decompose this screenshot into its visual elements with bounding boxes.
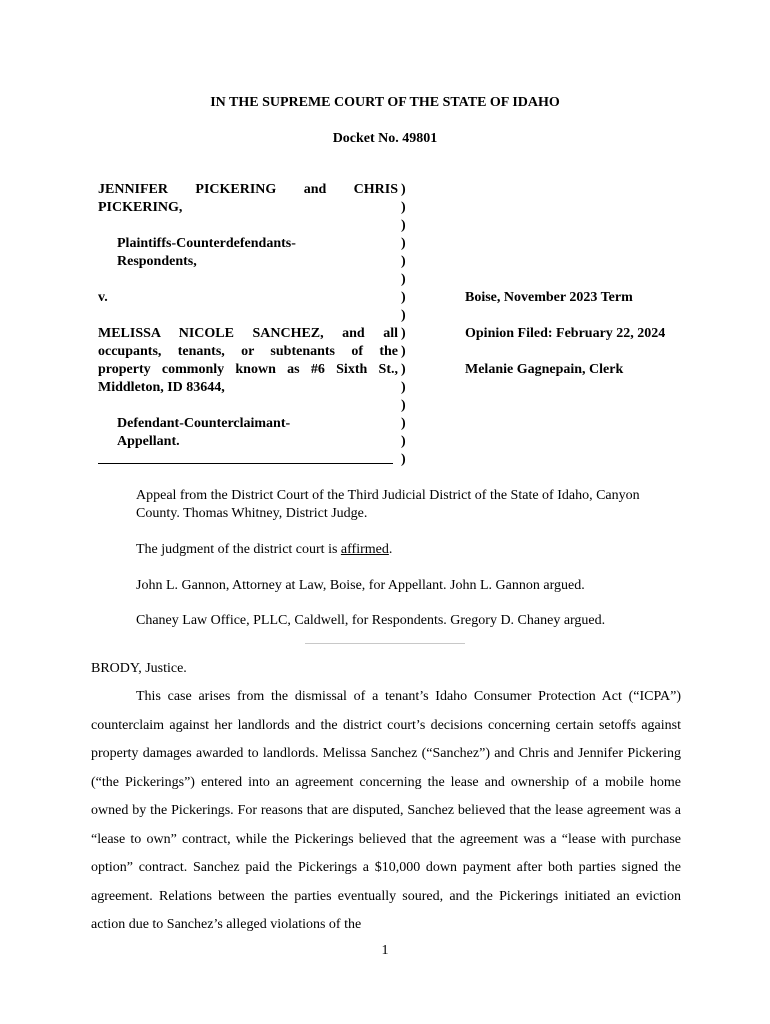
appellant-counsel: John L. Gannon, Attorney at Law, Boise, for Appellant. John L. Gannon argued. <box>136 578 585 593</box>
page-number: 1 <box>381 943 389 958</box>
section-divider <box>305 643 465 644</box>
judgment-text: The judgment of the district court is affirmed. <box>136 542 393 557</box>
judgment-result: affirmed <box>340 542 389 557</box>
respondent-counsel: Chaney Law Office, PLLC, Caldwell, for Respondents. Gregory D. Chaney argued. <box>136 613 606 628</box>
plaintiffs-role: Plaintiffs-Counterdefendants- Respondents, <box>117 236 296 269</box>
defendant-role: Defendant-Counterclaimant- Appellant. <box>117 416 291 449</box>
opinion-filed-date: Opinion Filed: February 22, 2024 <box>465 326 666 341</box>
opinion-author: BRODY, Justice. <box>91 661 187 676</box>
opinion-paragraph: This case arises from the dismissal of a tenant’s Idaho Consumer Protection Act (“ICPA”) counterclaim against her landlords and the district court’s decisions concerning certain setoffs against property damages awarded to landlords. Melissa Sanchez (“Sanchez”) and Chris and Jennifer Pickering (“the Pickerings”) entered into an agreement concerning the lease and ownership of a mobile home owned by the Pickerings. For reasons that are disputed, Sanchez believed that the lease agreement was a “lease to own” contract, while the Pickerings believed that the agreement was a “lease with purchase option” contract. Sanchez paid the Pickerings a $10,000 down payment after both parties signed the agreement. Relations between the parties eventually soured, and the Pickerings initiated an eviction action due to Sanchez’s alleged violations of the <box>91 689 681 932</box>
court-title: IN THE SUPREME COURT OF THE STATE OF IDAHO <box>210 95 560 110</box>
defendant-names: MELISSA NICOLE SANCHEZ, and all occupants, tenants, or subtenants of the property commonly known as #6 Sixth St., Middleton, ID 83644, <box>98 326 398 395</box>
caption-parentheses: ) ) ) ) ) ) ) ) ) ) ) ) ) ) ) ) <box>401 182 406 467</box>
court-term: Boise, November 2023 Term <box>465 290 633 305</box>
caption-underline <box>98 463 393 464</box>
opinion-body <box>91 683 681 940</box>
plaintiffs-names <box>98 181 398 217</box>
docket-number: Docket No. 49801 <box>332 131 438 146</box>
plaintiffs-line-1: JENNIFER PICKERING and CHRIS <box>98 182 399 197</box>
clerk-name: Melanie Gagnepain, Clerk <box>465 362 624 377</box>
plaintiffs-line-2: PICKERING, <box>98 200 183 215</box>
versus: v. <box>98 290 108 305</box>
appeal-from-text: Appeal from the District Court of the Third Judicial District of the State of Idaho, Canyon County. Thomas Whitney, District Judge. <box>136 488 640 521</box>
